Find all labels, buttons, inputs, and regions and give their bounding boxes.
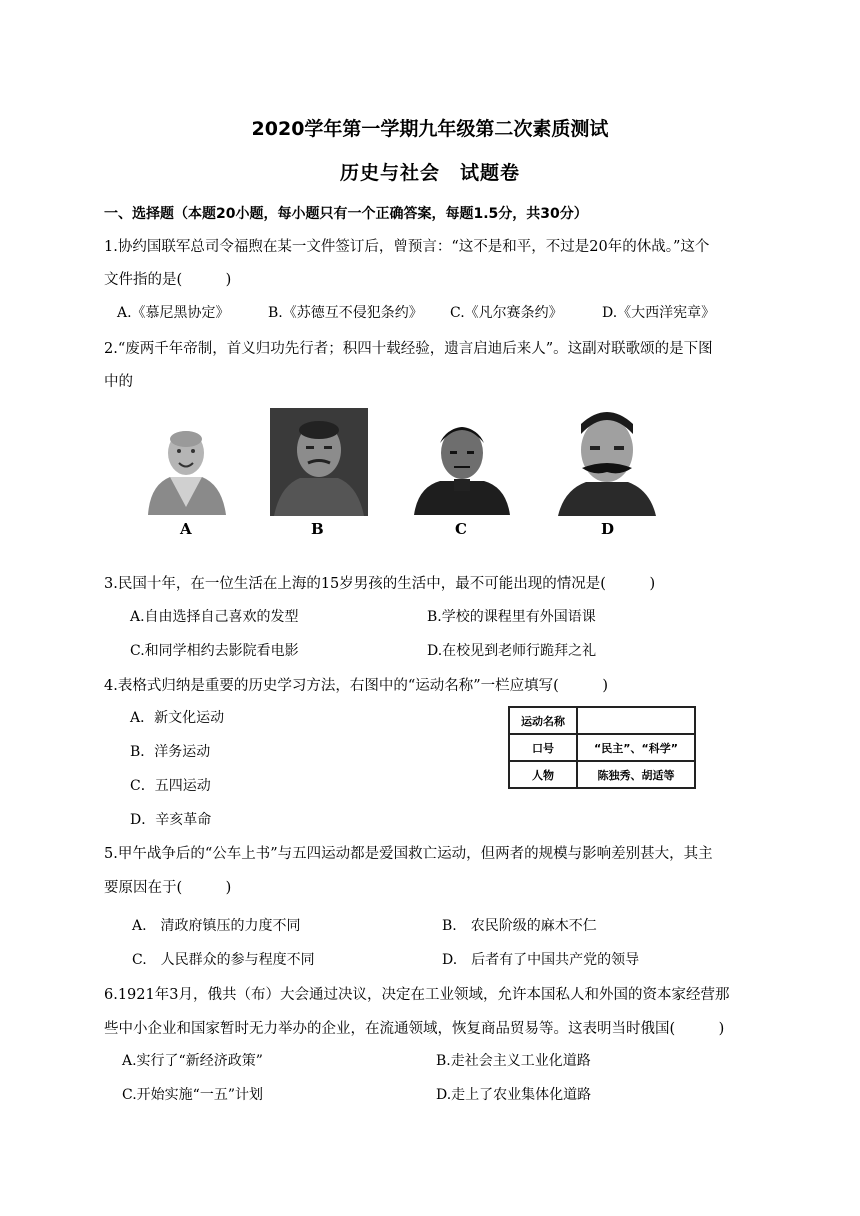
q5-stem-line2: 要原因在于( )	[104, 880, 232, 896]
table-value-movement-name	[577, 707, 695, 734]
q3-option-b: B.学校的课程里有外国语课	[427, 609, 596, 625]
q6-option-a: A.实行了“新经济政策”	[122, 1053, 263, 1069]
portrait-d-caption: D	[601, 520, 615, 538]
table-key-movement-name: 运动名称	[509, 707, 577, 734]
table-value-slogan: “民主”、“科学”	[577, 734, 695, 761]
q4-option-d: D．辛亥革命	[130, 812, 212, 828]
portrait-c-image	[410, 413, 514, 515]
q3-option-a: A.自由选择自己喜欢的发型	[130, 609, 299, 625]
q4-option-c: C．五四运动	[130, 778, 211, 794]
q4-stem: 4.表格式归纳是重要的历史学习方法，右图中的“运动名称”一栏应填写( )	[104, 678, 608, 694]
q3-option-d: D.在校见到老师行跪拜之礼	[427, 643, 597, 659]
portrait-a-image	[140, 415, 232, 515]
q2-stem-line1: 2.“废两千年帝制，首义归功先行者；积四十载经验，遗言启迪后来人”。这副对联歌颂的是下图	[104, 341, 713, 357]
q1-stem-line2: 文件指的是( )	[104, 272, 232, 288]
table-row	[509, 734, 695, 761]
table-row	[509, 707, 695, 734]
exam-subtitle: 历史与社会 试题卷	[339, 162, 520, 184]
table-key-people: 人物	[509, 761, 577, 788]
portrait-b-image	[270, 408, 368, 516]
q1-option-d: D.《大西洋宪章》	[602, 305, 716, 321]
table-key-slogan: 口号	[509, 734, 577, 761]
q1-option-c: C.《凡尔赛条约》	[450, 305, 563, 321]
q6-option-c: C.开始实施“一五”计划	[122, 1087, 263, 1103]
q5-stem-line1: 5.甲午战争后的“公车上书”与五四运动都是爱国救亡运动，但两者的规模与影响差别甚大，其主	[104, 846, 713, 862]
q4-option-b: B．洋务运动	[130, 744, 211, 760]
portrait-d-image	[548, 406, 666, 516]
q3-stem: 3.民国十年，在一位生活在上海的15岁男孩的生活中，最不可能出现的情况是( )	[104, 576, 656, 592]
exam-title: 2020学年第一学期九年级第二次素质测试	[251, 118, 609, 140]
table-row	[509, 761, 695, 788]
q5-option-b: B. 农民阶级的麻木不仁	[442, 918, 597, 934]
q5-option-c: C. 人民群众的参与程度不同	[132, 952, 315, 968]
q3-option-c: C.和同学相约去影院看电影	[130, 643, 299, 659]
q4-option-a: A．新文化运动	[130, 710, 225, 726]
q1-option-a: A.《慕尼黑协定》	[117, 305, 230, 321]
q6-option-d: D.走上了农业集体化道路	[436, 1087, 592, 1103]
q1-stem-line1: 1.协约国联军总司令福煦在某一文件签订后，曾预言：“这不是和平，不过是20年的休战。”这个	[104, 239, 710, 255]
q6-stem-line1: 6.1921年3月，俄共（布）大会通过决议，决定在工业领域，允许本国私人和外国的资本家经营那	[104, 987, 730, 1003]
q6-stem-line2: 些中小企业和国家暂时无力举办的企业，在流通领域，恢复商品贸易等。这表明当时俄国( )	[104, 1021, 725, 1037]
q6-option-b: B.走社会主义工业化道路	[436, 1053, 591, 1069]
q1-option-b: B.《苏德互不侵犯条约》	[268, 305, 423, 321]
q5-option-a: A. 清政府镇压的力度不同	[132, 918, 301, 934]
section-heading: 一、选择题（本题20小题，每小题只有一个正确答案，每题1.5分，共30分）	[104, 206, 588, 222]
q5-option-d: D. 后者有了中国共产党的领导	[442, 952, 640, 968]
q2-stem-line2: 中的	[104, 374, 133, 390]
q4-summary-table	[508, 706, 696, 789]
table-value-people: 陈独秀、胡适等	[577, 761, 695, 788]
portrait-c-caption: C	[455, 520, 467, 538]
portrait-b-caption: B	[311, 520, 324, 538]
portrait-a-caption: A	[180, 520, 192, 538]
